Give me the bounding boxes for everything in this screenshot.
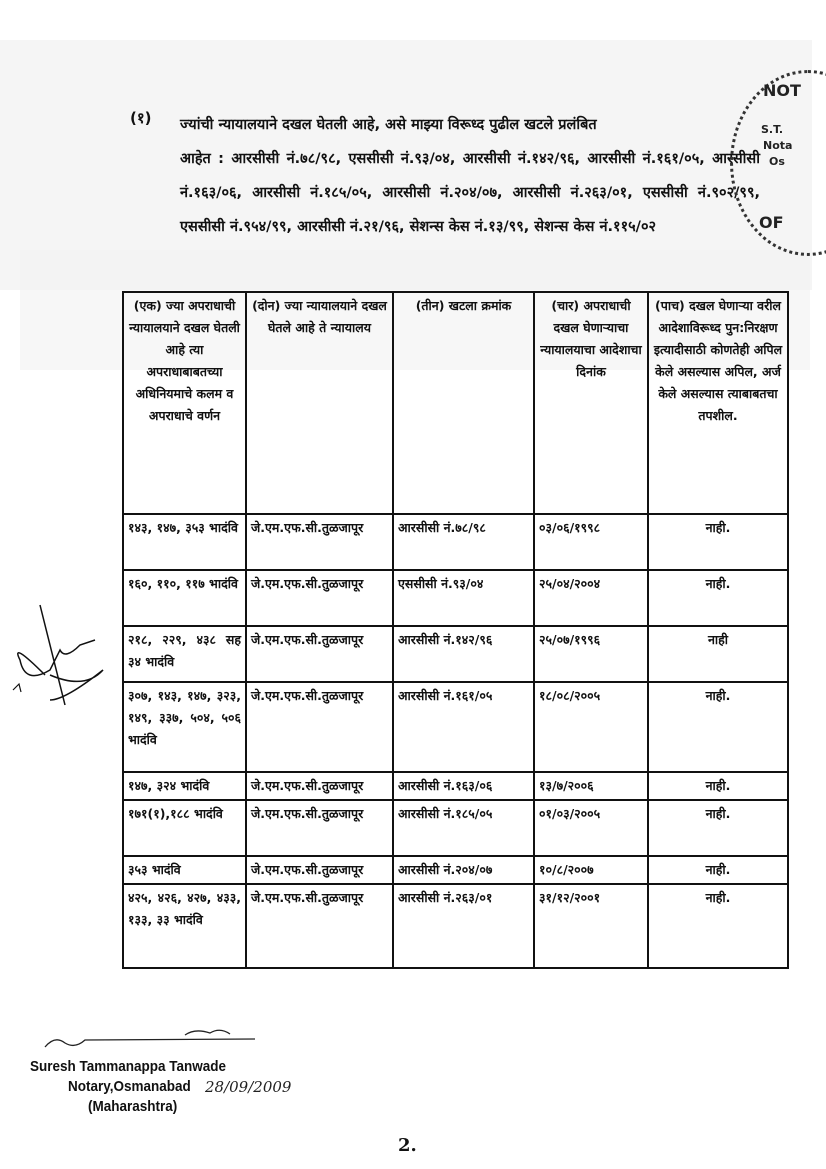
- cell-appeal: नाही.: [648, 772, 788, 800]
- cell-sections: २१८, २२९, ४३८ सह ३४ भादंवि: [123, 626, 246, 682]
- seal-text-place: Os: [769, 155, 785, 168]
- cell-sections: १४७, ३२४ भादंवि: [123, 772, 246, 800]
- table-row: [123, 800, 788, 856]
- notary-signature: [25, 1025, 285, 1055]
- table-header-row: [123, 292, 788, 514]
- cell-case-number: आरसीसी नं.२६३/०१: [393, 884, 534, 968]
- cell-sections: ३०७, १४३, १४७, ३२३, १४९, ३३७, ५०४, ५०६ भादंवि: [123, 682, 246, 772]
- seal-text-top: NOT: [763, 81, 801, 100]
- notary-state: (Maharashtra): [88, 1098, 178, 1115]
- cell-date: २५/०७/१९९६: [534, 626, 648, 682]
- header-court: (दोन) ज्या न्यायालयाने दखल घेतले आहे ते न्यायालय: [246, 292, 393, 514]
- cell-sections: ३५३ भादंवि: [123, 856, 246, 884]
- cell-case-number: आरसीसी नं.७८/९८: [393, 514, 534, 570]
- cell-date: ०१/०३/२००५: [534, 800, 648, 856]
- cell-case-number: आरसीसी नं.१४२/९६: [393, 626, 534, 682]
- cell-case-number: एससीसी नं.९३/०४: [393, 570, 534, 626]
- cell-sections: १७१(१),१८८ भादंवि: [123, 800, 246, 856]
- cell-case-number: आरसीसी नं.२०४/०७: [393, 856, 534, 884]
- table-row: [123, 514, 788, 570]
- cell-court: जे.एम.एफ.सी.तुळजापूर: [246, 626, 393, 682]
- header-order-date: (चार) अपराधाची दखल घेणाऱ्याचा न्यायालयाचा आदेशाचा दिनांक: [534, 292, 648, 514]
- table-row: [123, 682, 788, 772]
- cell-date: १८/०८/२००५: [534, 682, 648, 772]
- cell-case-number: आरसीसी नं.१६३/०६: [393, 772, 534, 800]
- item-number: (१): [130, 109, 152, 127]
- cell-appeal: नाही.: [648, 800, 788, 856]
- cell-sections: १४३, १४७, ३५३ भादंवि: [123, 514, 246, 570]
- cell-appeal: नाही.: [648, 570, 788, 626]
- seal-text-bottom: OF: [759, 213, 784, 232]
- cases-table: [122, 291, 789, 969]
- notary-name: Suresh Tammanappa Tanwade: [30, 1058, 227, 1075]
- cell-case-number: आरसीसी नं.१८५/०५: [393, 800, 534, 856]
- page-number: 2.: [398, 1135, 417, 1156]
- cell-court: जे.एम.एफ.सी.तुळजापूर: [246, 800, 393, 856]
- cell-date: २५/०४/२००४: [534, 570, 648, 626]
- table-row: [123, 856, 788, 884]
- notary-handwritten-date: 28/09/2009: [205, 1078, 292, 1096]
- cell-date: ०३/०६/१९९८: [534, 514, 648, 570]
- header-case-number: (तीन) खटला क्रमांक: [393, 292, 534, 514]
- header-appeal-details: (पाच) दखल घेणाऱ्या वरील आदेशाविरूध्द पुन:निरक्षण इत्यादीसाठी कोणतेही अपिल केले असल्यास अपिल, अर्ज केले असल्यास त्याबाबतचा तपशील.: [648, 292, 788, 514]
- cell-court: जे.एम.एफ.सी.तुळजापूर: [246, 682, 393, 772]
- cell-court: जे.एम.एफ.सी.तुळजापूर: [246, 514, 393, 570]
- cell-appeal: नाही.: [648, 682, 788, 772]
- cell-case-number: आरसीसी नं.१६१/०५: [393, 682, 534, 772]
- header-sections: (एक) ज्या अपराधाची न्यायालयाने दखल घेतली आहे त्या अपराधाबाबतच्या अधिनियमाचे कलम व अपराधाचे वर्णन: [123, 292, 246, 514]
- intro-paragraph: [180, 108, 760, 244]
- cell-court: जे.एम.एफ.सी.तुळजापूर: [246, 772, 393, 800]
- cell-appeal: नाही: [648, 626, 788, 682]
- handwritten-signature-left: [5, 600, 105, 710]
- cell-appeal: नाही.: [648, 856, 788, 884]
- cell-court: जे.एम.एफ.सी.तुळजापूर: [246, 856, 393, 884]
- table-row: [123, 626, 788, 682]
- cell-date: १०/८/२००७: [534, 856, 648, 884]
- table-row: [123, 570, 788, 626]
- cell-date: ३१/१२/२००१: [534, 884, 648, 968]
- cell-sections: ४२५, ४२६, ४२७, ४३३, १३३, ३३ भादंवि: [123, 884, 246, 968]
- seal-text-initials: S.T.: [761, 123, 784, 136]
- cell-court: जे.एम.एफ.सी.तुळजापूर: [246, 570, 393, 626]
- cell-appeal: नाही.: [648, 884, 788, 968]
- intro-case-list: आहेत : आरसीसी नं.७८/९८, एससीसी नं.९३/०४, आरसीसी नं.१४२/९६, आरसीसी नं.१६१/०५, आरसीसी नं.१६३/०६, आरसीसी नं.१८५/०५, आरसीसी नं.२०४/०७, आरसीसी नं.२६३/०१, एससीसी नं.९०२/९९, एससीसी नं.९५४/९९, आरसीसी नं.२१/९६, सेशन्स केस नं.१३/९९, सेशन्स केस नं.११५/०२: [180, 151, 760, 235]
- table-row: [123, 884, 788, 968]
- cell-appeal: नाही.: [648, 514, 788, 570]
- seal-text-notary: Nota: [763, 139, 793, 152]
- table-row: [123, 772, 788, 800]
- cell-court: जे.एम.एफ.सी.तुळजापूर: [246, 884, 393, 968]
- cell-date: १३/७/२००६: [534, 772, 648, 800]
- cell-sections: १६०, ११०, ११७ भादंवि: [123, 570, 246, 626]
- notary-place: Notary,Osmanabad: [68, 1078, 191, 1095]
- intro-first-line: ज्यांची न्यायालयाने दखल घेतली आहे, असे माझ्या विरूध्द पुढील खटले प्रलंबित: [180, 117, 597, 133]
